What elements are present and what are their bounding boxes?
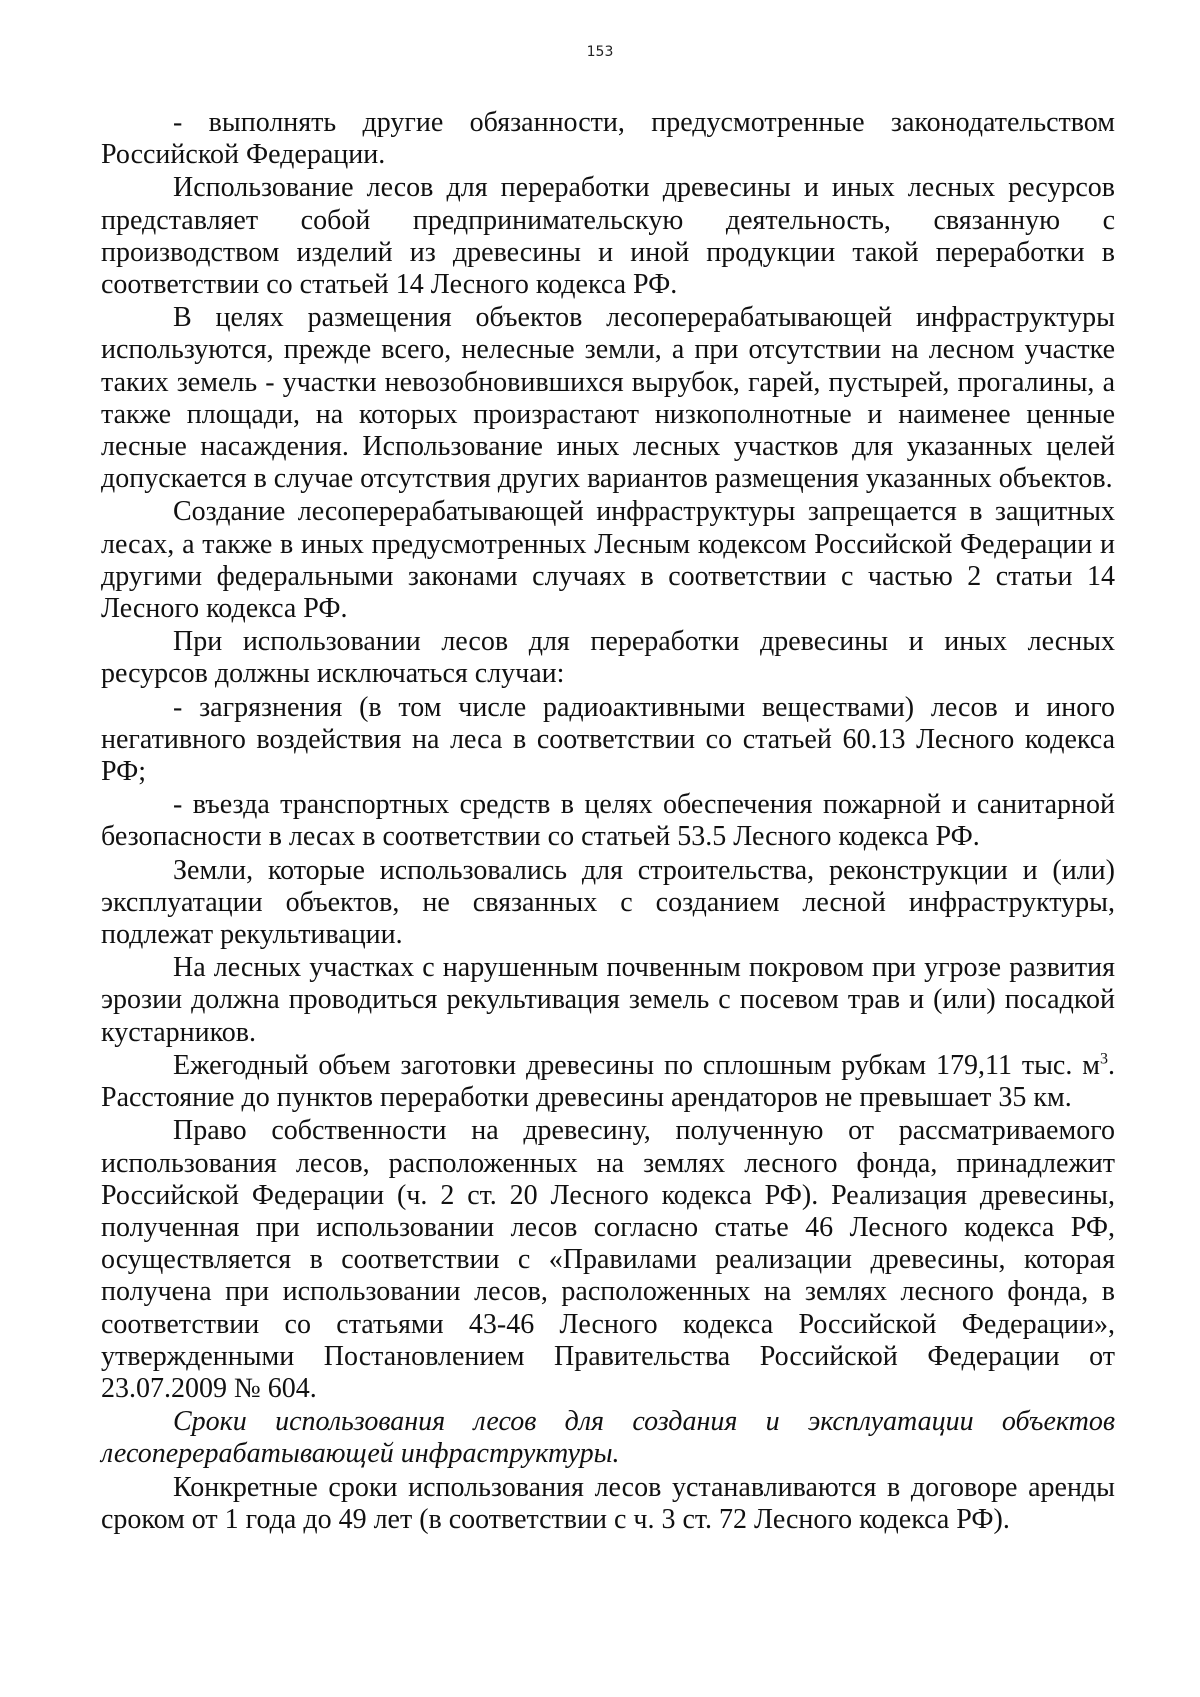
paragraph-other-duties: - выполнять другие обязанности, предусмотренные законодательством Российской Федерации.: [101, 107, 1115, 171]
section-subheading: Сроки использования лесов для создания и эксплуатации объектов лесоперерабатывающей инфраструктуры.: [101, 1406, 1115, 1470]
paragraph-land-reclamation: Земли, которые использовались для строительства, реконструкции и (или) эксплуатации объектов, не связанных с созданием лесной инфраструктуры, подлежат рекультивации.: [101, 854, 1115, 951]
paragraph-annual-volume: [101, 1050, 1115, 1114]
page-number: 153: [586, 44, 614, 60]
paragraph-excluded-cases-intro: При использовании лесов для переработки древесины и иных лесных ресурсов должны исключаться случаи:: [101, 626, 1115, 690]
paragraph-wood-ownership: Право собственности на древесину, полученную от рассматриваемого использования лесов, расположенных на землях лесного фонда, принадлежит Российской Федерации (ч. 2 ст. 20 Лесного кодекса РФ). Реализация древесины, полученная при использовании лесов согласно статье 46 Лесного кодекса РФ, осуществляется в соответствии с «Правилами реализации древесины, которая получена при использовании лесов, расположенных на землях лесного фонда, в соответствии со статьями 43-46 Лесного кодекса Российской Федерации», утвержденными Постановлением Правительства Российской Федерации от 23.07.2009 № 604.: [101, 1115, 1115, 1404]
paragraph-wood-processing-definition: Использование лесов для переработки древесины и иных лесных ресурсов представляет собой предпринимательскую деятельность, связанную с производством изделий из древесины и иной продукции такой переработки в соответствии со статьей 14 Лесного кодекса РФ.: [101, 172, 1115, 301]
paragraph-infrastructure-prohibition: Создание лесоперерабатывающей инфраструктуры запрещается в защитных лесах, а также в иных предусмотренных Лесным кодексом Российской Федерации и другими федеральными законами случаях в соответствии с частью 2 статьи 14 Лесного кодекса РФ.: [101, 496, 1115, 625]
paragraph-infrastructure-placement: В целях размещения объектов лесоперерабатывающей инфраструктуры используются, прежде всего, нелесные земли, а при отсутствии на лесном участке таких земель - участки невозобновившихся вырубок, гарей, пустырей, прогалины, а также площади, на которых произрастают низкополнотные и наименее ценные лесные насаждения. Использование иных лесных участков для указанных целей допускается в случае отсутствия других вариантов размещения указанных объектов.: [101, 302, 1115, 495]
paragraph-vehicle-entry-case: - въезда транспортных средств в целях обеспечения пожарной и санитарной безопасности в лесах в соответствии со статьей 53.5 Лесного кодекса РФ.: [101, 789, 1115, 853]
annual-volume-text: Ежегодный объем заготовки древесины по сплошным рубкам 179,11 тыс. м: [173, 1049, 1100, 1081]
document-body: [101, 107, 1115, 1537]
paragraph-erosion-reclamation: На лесных участках с нарушенным почвенным покровом при угрозе развития эрозии должна проводиться рекультивация земель с посевом трав и (или) посадкой кустарников.: [101, 952, 1115, 1048]
processing-distance-text: . Расстояние до пунктов переработки древесины арендаторов не превышает 35 км.: [101, 1049, 1115, 1114]
paragraph-pollution-case: - загрязнения (в том числе радиоактивными веществами) лесов и иного негативного воздействия на леса в соответствии со статьей 60.13 Лесного кодекса РФ;: [101, 691, 1115, 788]
cubic-superscript: 3: [1100, 1050, 1108, 1068]
paragraph-lease-terms: Конкретные сроки использования лесов устанавливаются в договоре аренды сроком от 1 года до 49 лет (в соответствии с ч. 3 ст. 72 Лесного кодекса РФ).: [101, 1471, 1115, 1535]
